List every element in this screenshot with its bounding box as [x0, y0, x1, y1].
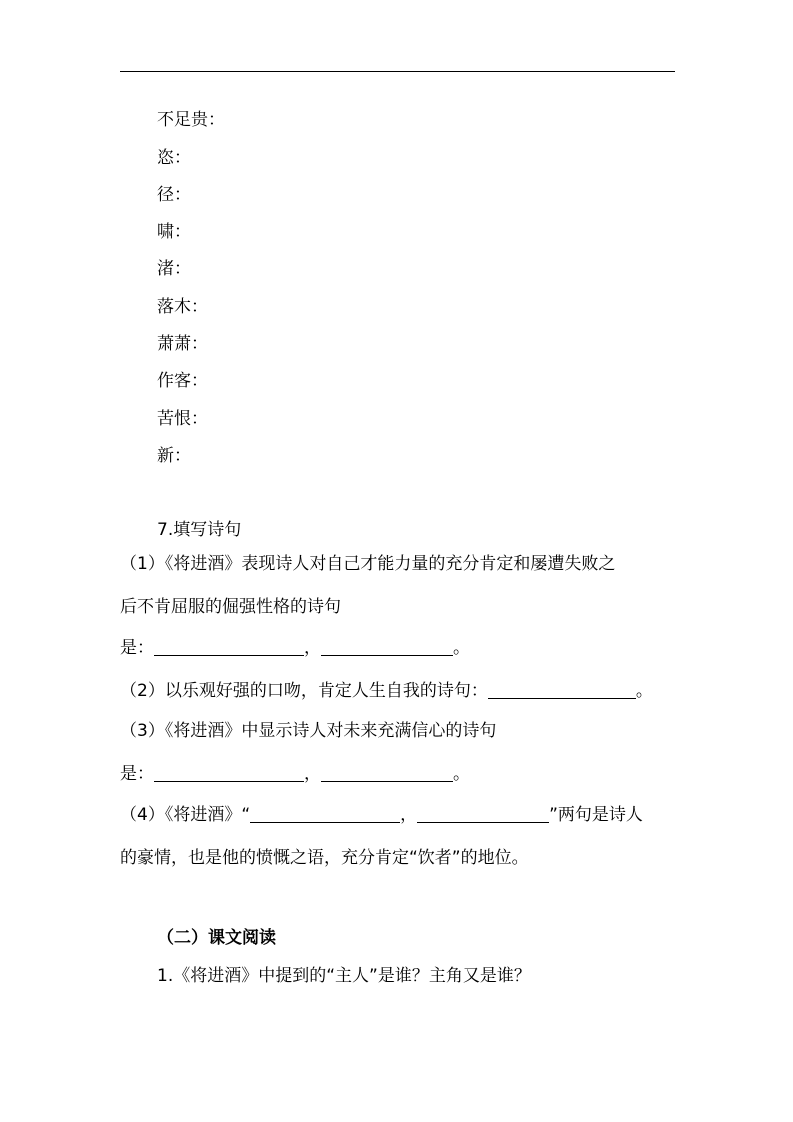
q7-item3-line1: （3）《将进酒》中显示诗人对未来充满信心的诗句	[120, 721, 497, 741]
answer-blank[interactable]	[321, 639, 453, 656]
q7-item1-line1: （1）《将进酒》表现诗人对自己才能力量的充分肯定和屡遭失败之	[120, 554, 616, 574]
comma: ，	[400, 805, 418, 825]
q7-item4-suffix: ”两句是诗人	[549, 805, 643, 825]
answer-prefix: 是：	[120, 638, 154, 658]
vocab-term: 不足贵：	[157, 110, 225, 130]
period: 。	[453, 764, 470, 784]
vocab-term: 啸：	[157, 222, 191, 242]
vocab-term: 径：	[157, 185, 191, 205]
vocab-term: 作客：	[157, 371, 208, 391]
vocab-term: 恣：	[157, 148, 191, 168]
comma: ，	[304, 764, 321, 784]
q7-item2-line	[120, 680, 653, 702]
answer-blank[interactable]	[417, 806, 549, 823]
header-rule	[120, 71, 675, 72]
q7-item1-answer-line	[120, 637, 470, 659]
answer-blank[interactable]	[488, 682, 636, 699]
vocab-term: 萧萧：	[157, 334, 208, 354]
vocab-term: 落木：	[157, 297, 208, 317]
answer-blank[interactable]	[154, 639, 304, 656]
vocab-term: 渚：	[157, 259, 191, 279]
section-heading: （二）课文阅读	[157, 928, 276, 948]
q7-item4-prefix: （4）《将进酒》“	[120, 805, 251, 825]
answer-blank[interactable]	[154, 765, 304, 782]
q7-item4-line2: 的豪情，也是他的愤慨之语，充分肯定“饮者”的地位。	[120, 848, 529, 868]
comma: ，	[304, 638, 321, 658]
q7-item4-line1	[120, 804, 643, 826]
vocab-term: 苦恨：	[157, 409, 208, 429]
section2-question-1: 1.《将进酒》中提到的“主人”是谁？主角又是谁？	[157, 966, 531, 986]
answer-blank[interactable]	[321, 765, 453, 782]
period: 。	[453, 638, 470, 658]
vocab-term: 新：	[157, 446, 191, 466]
question-7-title: 7.填写诗句	[157, 520, 242, 540]
answer-blank[interactable]	[250, 806, 400, 823]
q7-item1-line2: 后不肯屈服的倔强性格的诗句	[120, 597, 341, 617]
q7-item3-answer-line	[120, 763, 470, 785]
period: 。	[635, 681, 653, 701]
answer-prefix: 是：	[120, 764, 154, 784]
q7-item2-text: （2）以乐观好强的口吻，肯定人生自我的诗句：	[120, 681, 488, 701]
